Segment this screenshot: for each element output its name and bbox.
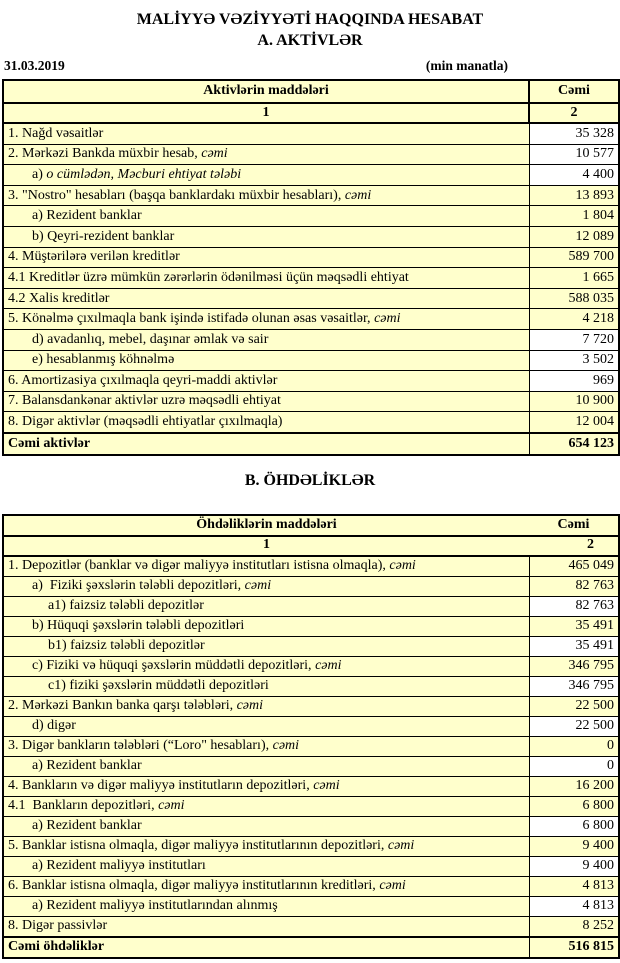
row-label: 2. Mərkəzi Bankda müxbir hesab, cəmi (3, 144, 529, 165)
table-row (3, 288, 619, 309)
row-value: 4 218 (529, 309, 619, 330)
row-value: 35 491 (529, 616, 619, 636)
row-value: 82 763 (529, 576, 619, 596)
table-row (3, 329, 619, 350)
assets-col1-header: Aktivlərin maddələri (3, 80, 529, 103)
row-label: 5. Banklar istisna olmaqla, digər maliyyə institutlarının depozitləri, cəmi (3, 836, 529, 856)
assets-colnum-2: 2 (529, 103, 619, 123)
row-label: a) Rezident banklar (3, 756, 529, 776)
row-label: d) digər (3, 716, 529, 736)
table-row (3, 616, 619, 636)
unit-note: (min manatla) (425, 58, 508, 73)
row-label: e) hesablanmış köhnəlmə (3, 350, 529, 371)
row-value: 16 200 (529, 776, 619, 796)
row-label: 4. Müştərilərə verilən kreditlər (3, 247, 529, 268)
table-row (3, 144, 619, 165)
assets-colnum-1: 1 (3, 103, 529, 123)
assets-table (2, 79, 620, 456)
table-row (3, 856, 619, 876)
liabilities-colnum-2: 2 (529, 536, 619, 556)
row-label: 4.1 Bankların depozitləri, cəmi (3, 796, 529, 816)
table-row (3, 433, 619, 455)
row-value: 465 049 (529, 556, 619, 577)
table-row (3, 556, 619, 577)
table-row (3, 636, 619, 656)
table-row (3, 350, 619, 371)
table-row (3, 876, 619, 896)
table-row (3, 226, 619, 247)
table-row (3, 756, 619, 776)
row-value: 346 795 (529, 656, 619, 676)
row-label: 8. Digər aktivlər (məqsədli ehtiyatlar çıxılmaqla) (3, 412, 529, 433)
row-label: 1. Nağd vəsaitlər (3, 123, 529, 144)
row-label: c) Fiziki və hüquqi şəxslərin müddətli depozitləri, cəmi (3, 656, 529, 676)
table-row (3, 676, 619, 696)
row-value: 82 763 (529, 596, 619, 616)
liabilities-colnum-1: 1 (3, 536, 529, 556)
row-label: 1. Depozitlər (banklar və digər maliyyə institutları istisna olmaqla), cəmi (3, 556, 529, 577)
row-label: Cəmi öhdəliklər (3, 937, 529, 958)
row-value: 969 (529, 371, 619, 392)
liabilities-header-row (3, 515, 619, 536)
section-a-title: A. AKTİVLƏR (257, 32, 363, 49)
row-value: 9 400 (529, 836, 619, 856)
table-row (3, 736, 619, 756)
row-value: 0 (529, 756, 619, 776)
row-value: 3 502 (529, 350, 619, 371)
table-row (3, 696, 619, 716)
table-row (3, 247, 619, 268)
table-row (3, 576, 619, 596)
table-row (3, 268, 619, 289)
table-row (3, 206, 619, 227)
row-label: 4.1 Kreditlər üzrə mümkün zərərlərin ödənilməsi üçün məqsədli ehtiyat (3, 268, 529, 289)
assets-col2-header: Cəmi (529, 80, 619, 103)
row-value: 1 804 (529, 206, 619, 227)
table-row (3, 796, 619, 816)
row-value: 7 720 (529, 329, 619, 350)
row-label: 4. Bankların və digər maliyyə institutların depozitləri, cəmi (3, 776, 529, 796)
row-label: a) Rezident maliyyə institutları (3, 856, 529, 876)
row-value: 22 500 (529, 696, 619, 716)
row-value: 35 491 (529, 636, 619, 656)
table-row (3, 836, 619, 856)
table-row (3, 123, 619, 144)
row-label: 5. Könəlmə çıxılmaqla bank işində istifadə olunan əsas vəsaitlər, cəmi (3, 309, 529, 330)
row-label: a) Fiziki şəxslərin tələbli depozitləri, cəmi (3, 576, 529, 596)
assets-header-row (3, 80, 619, 103)
row-value: 6 800 (529, 816, 619, 836)
row-label: b) Hüquqi şəxslərin tələbli depozitləri (3, 616, 529, 636)
table-row (3, 716, 619, 736)
row-label: b1) faizsiz tələbli depozitlər (3, 636, 529, 656)
row-value: 12 089 (529, 226, 619, 247)
report-title-block (0, 9, 620, 51)
row-label: c1) fiziki şəxslərin müddətli depozitləri (3, 676, 529, 696)
table-row (3, 776, 619, 796)
table-row (3, 816, 619, 836)
row-label: 6. Banklar istisna olmaqla, digər maliyyə institutlarının kreditləri, cəmi (3, 876, 529, 896)
row-value: 10 577 (529, 144, 619, 165)
table-row (3, 165, 619, 186)
row-value: 1 665 (529, 268, 619, 289)
row-value: 4 813 (529, 896, 619, 916)
row-value: 654 123 (529, 433, 619, 455)
row-value: 9 400 (529, 856, 619, 876)
assets-table-body (3, 123, 619, 455)
liabilities-table-body (3, 556, 619, 958)
row-value: 588 035 (529, 288, 619, 309)
row-value: 12 004 (529, 412, 619, 433)
row-label: a1) faizsiz tələbli depozitlər (3, 596, 529, 616)
liabilities-col2-header: Cəmi (529, 515, 619, 536)
row-value: 0 (529, 736, 619, 756)
table-row (3, 916, 619, 937)
table-row (3, 896, 619, 916)
row-label: a) Rezident banklar (3, 816, 529, 836)
meta-row (0, 58, 620, 74)
row-value: 8 252 (529, 916, 619, 937)
row-value: 13 893 (529, 185, 619, 206)
row-value: 10 900 (529, 391, 619, 412)
row-value: 346 795 (529, 676, 619, 696)
row-value: 35 328 (529, 123, 619, 144)
table-row (3, 391, 619, 412)
row-label: 7. Balansdankənar aktivlər uzrə məqsədli ehtiyat (3, 391, 529, 412)
row-value: 516 815 (529, 937, 619, 958)
row-label: 6. Amortizasiya çıxılmaqla qeyri-maddi aktivlər (3, 371, 529, 392)
row-label: b) Qeyri-rezident banklar (3, 226, 529, 247)
table-row (3, 596, 619, 616)
assets-colnum-row (3, 103, 619, 123)
row-label: 8. Digər passivlər (3, 916, 529, 937)
row-label: Cəmi aktivlər (3, 433, 529, 455)
row-value: 6 800 (529, 796, 619, 816)
liabilities-table (2, 514, 620, 959)
table-row (3, 412, 619, 433)
row-value: 589 700 (529, 247, 619, 268)
table-row (3, 656, 619, 676)
row-value: 4 813 (529, 876, 619, 896)
table-row (3, 309, 619, 330)
section-b-title: B. ÖHDƏLİKLƏR (244, 471, 376, 489)
row-label: d) avadanlıq, mebel, daşınar əmlak və sair (3, 329, 529, 350)
liabilities-colnum-row (3, 536, 619, 556)
row-label: 3. Digər bankların tələbləri (“Loro" hesabları), cəmi (3, 736, 529, 756)
report-document (0, 9, 620, 959)
row-label: 3. "Nostro" hesabları (başqa banklardakı müxbir hesabları), cəmi (3, 185, 529, 206)
row-label: a) o cümlədən, Məcburi ehtiyat tələbi (3, 165, 529, 186)
report-date: 31.03.2019 (4, 58, 65, 73)
table-row (3, 185, 619, 206)
table-row (3, 371, 619, 392)
row-label: 4.2 Xalis kreditlər (3, 288, 529, 309)
row-value: 4 400 (529, 165, 619, 186)
row-label: a) Rezident banklar (3, 206, 529, 227)
row-value: 22 500 (529, 716, 619, 736)
liabilities-col1-header: Öhdəliklərin maddələri (3, 515, 529, 536)
row-label: 2. Mərkəzi Bankın banka qarşı tələbləri, cəmi (3, 696, 529, 716)
report-title: MALİYYƏ VƏZİYYƏTİ HAQQINDA HESABAT (136, 11, 484, 28)
table-row (3, 937, 619, 958)
row-label: a) Rezident maliyyə institutlarından alınmış (3, 896, 529, 916)
